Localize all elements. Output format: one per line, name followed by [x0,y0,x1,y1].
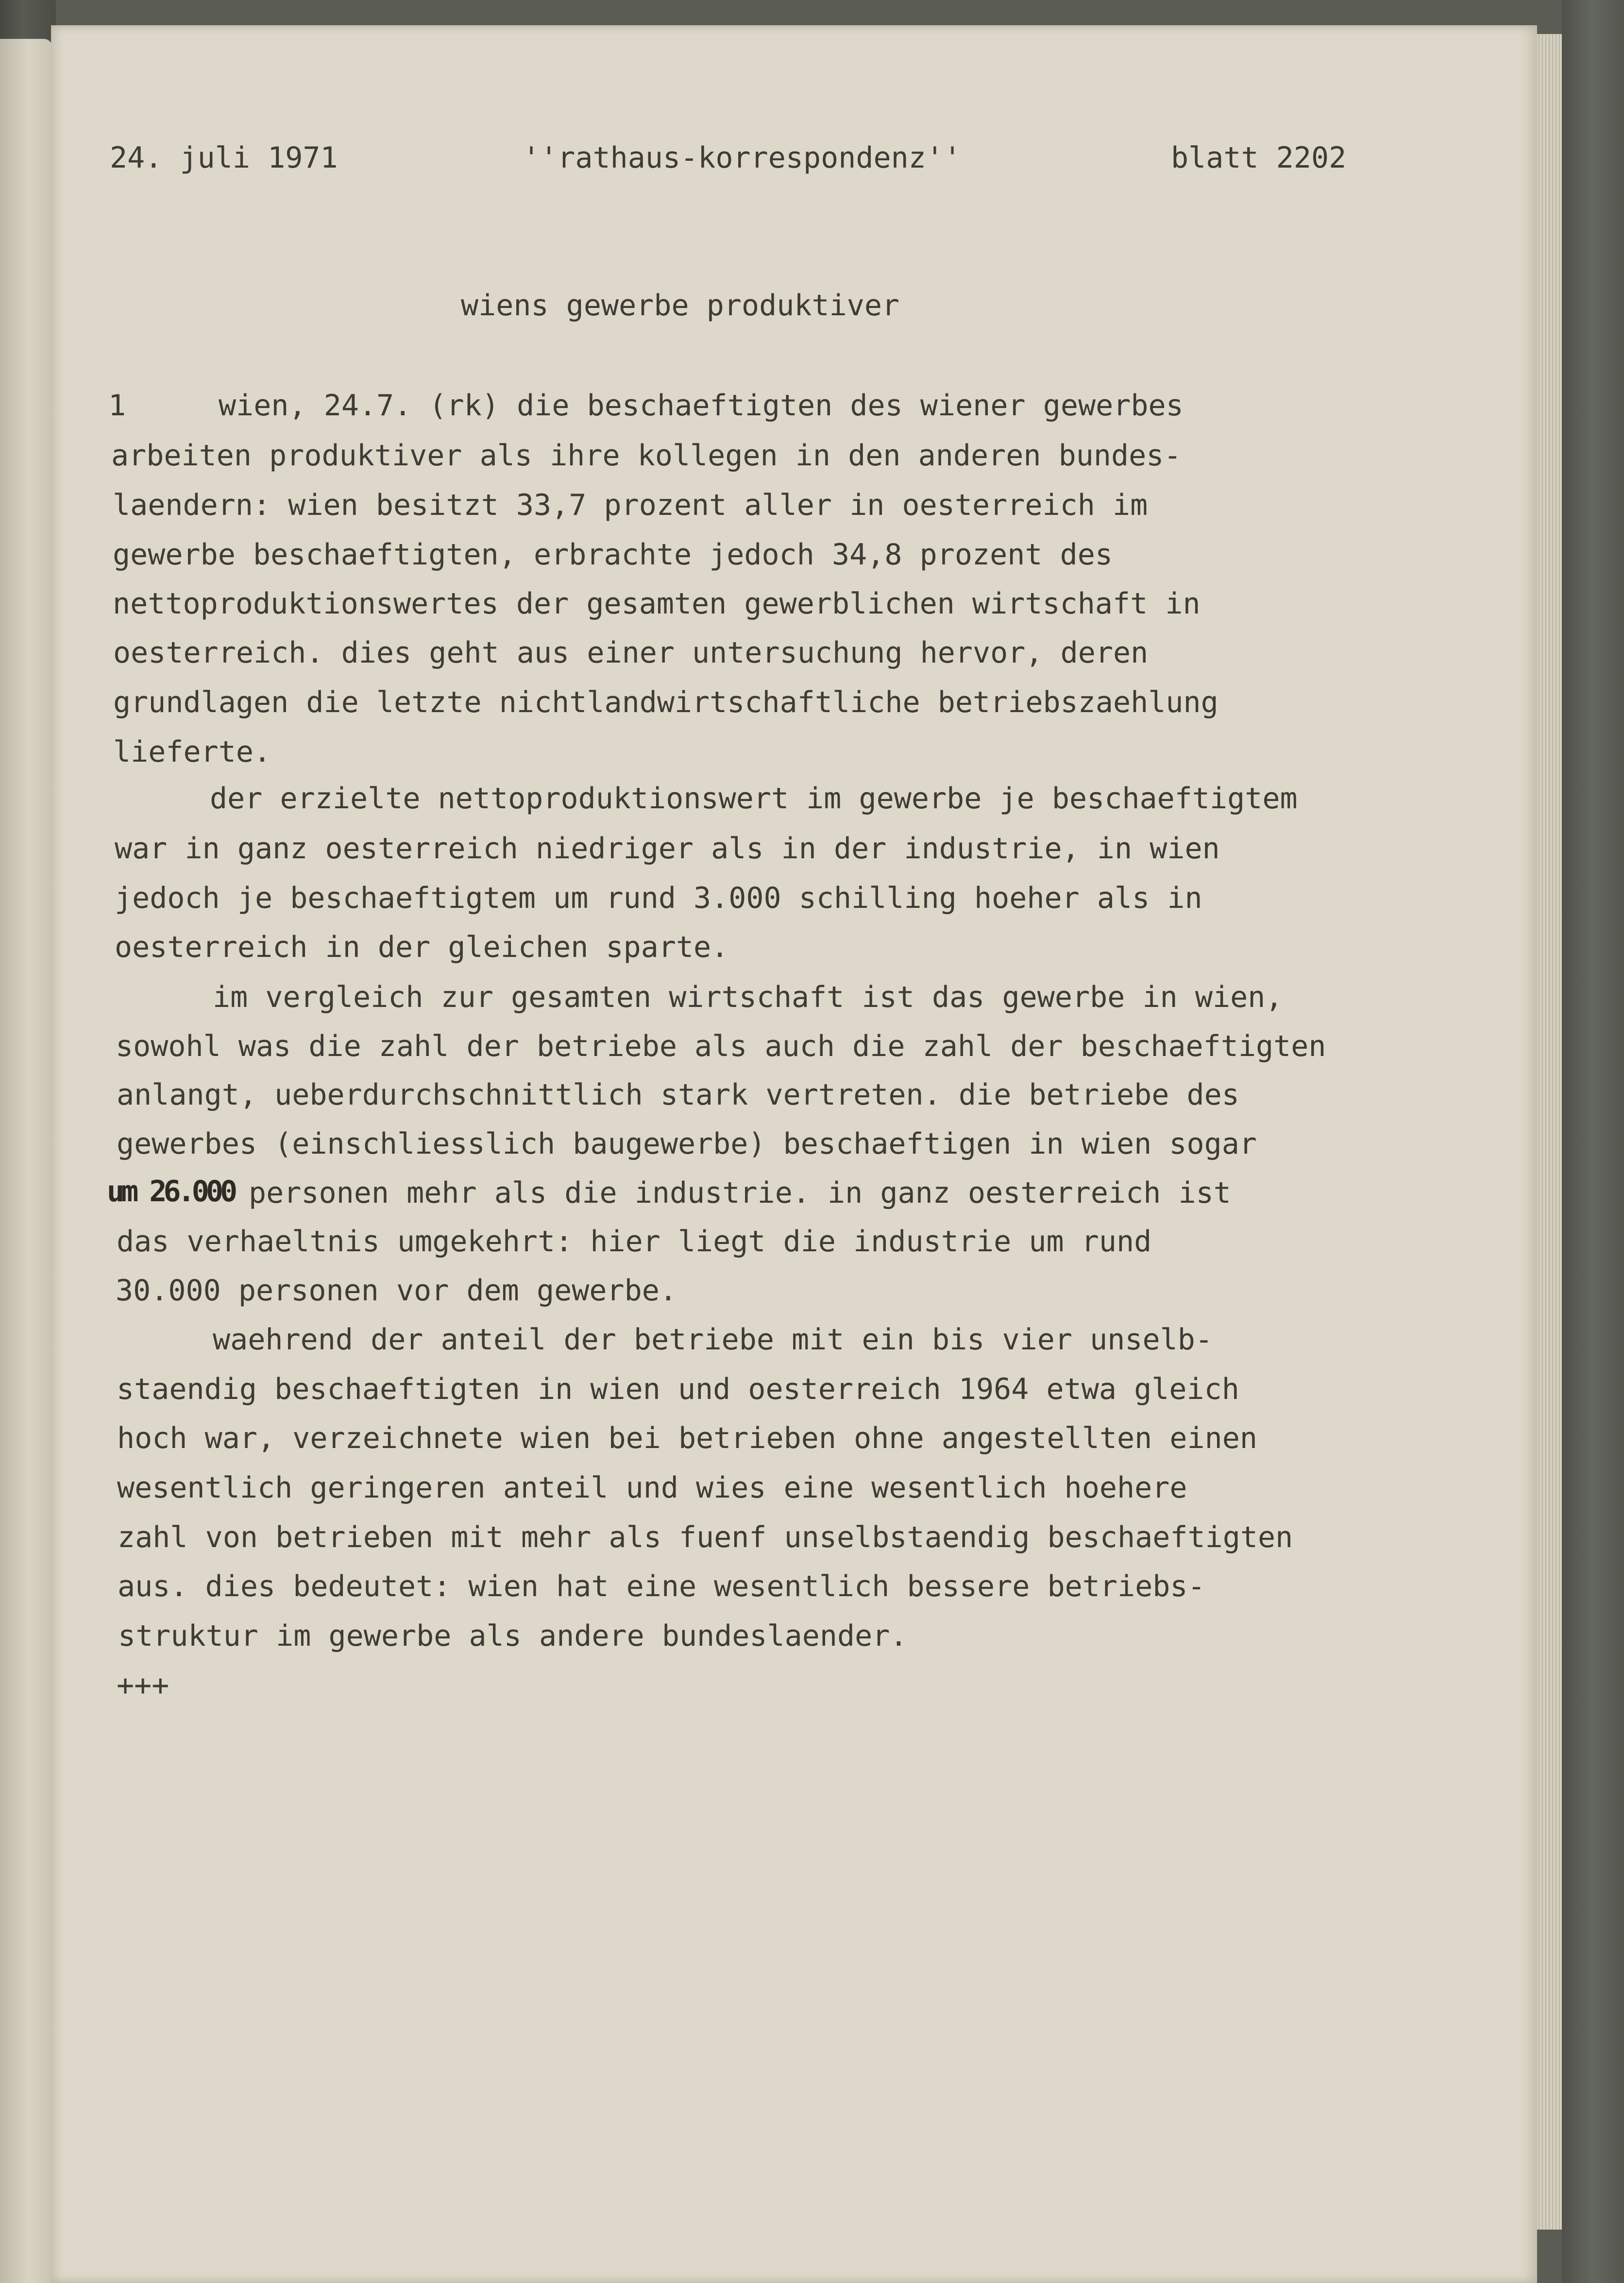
text-line: nettoproduktionswertes der gesamten gewerblichen wirtschaft in [113,587,1201,621]
text-line: laendern: wien besitzt 33,7 prozent aller in oesterreich im [113,488,1148,522]
typewritten-page [51,25,1537,2283]
text-line: aus. dies bedeutet: wien hat eine wesentlich bessere betriebs- [118,1569,1205,1603]
text-line: das verhaeltnis umgekehrt: hier liegt die industrie um rund [117,1225,1152,1259]
text-line: anlangt, ueberdurchschnittlich stark vertreten. die betriebe des [117,1078,1239,1112]
text-line: wien, 24.7. (rk) die beschaeftigten des wiener gewerbes [219,389,1184,423]
text-line: waehrend der anteil der betriebe mit ein bis vier unselb- [213,1323,1213,1357]
text-line: struktur im gewerbe als andere bundeslaender. [118,1619,908,1653]
header-date: 24. juli 1971 [110,141,338,175]
page-stack-edge [1533,34,1562,2230]
text-line: wesentlich geringeren anteil und wies eine wesentlich hoehere [117,1471,1187,1505]
text-line: personen mehr als die industrie. in ganz oesterreich ist [249,1176,1231,1210]
end-mark: +++ [117,1669,169,1703]
text-line: jedoch je beschaeftigtem um rund 3.000 schilling hoeher als in [115,881,1202,915]
text-line: lieferte. [113,735,271,769]
overstruck-figure: um 26.000 [107,1175,235,1209]
text-line: im vergleich zur gesamten wirtschaft ist das gewerbe in wien, [213,980,1283,1014]
text-line: der erzielte nettoproduktionswert im gewerbe je beschaeftigtem [210,782,1298,816]
article-headline: wiens gewerbe produktiver [461,289,900,323]
text-line: staendig beschaeftigten in wien und oesterreich 1964 etwa gleich [117,1372,1239,1406]
text-line: sowohl was die zahl der betriebe als auch die zahl der beschaeftigten [116,1029,1326,1063]
text-line: 30.000 personen vor dem gewerbe. [116,1274,677,1308]
text-line: arbeiten produktiver als ihre kollegen in den anderen bundes- [111,439,1182,473]
header-sheet-number: blatt 2202 [1171,141,1347,175]
item-number: 1 [108,389,126,423]
text-line: zahl von betrieben mit mehr als fuenf unselbstaendig beschaeftigten [118,1520,1293,1554]
text-line: war in ganz oesterreich niedriger als in der industrie, in wien [115,832,1220,866]
facing-page-edge [0,39,52,2283]
header-publication: ''rathaus-korrespondenz'' [523,141,962,175]
text-line: gewerbe beschaeftigten, erbrachte jedoch 34,8 prozent des [113,538,1113,572]
text-line: grundlagen die letzte nichtlandwirtschaftliche betriebszaehlung [113,685,1218,719]
text-line: gewerbes (einschliesslich baugewerbe) beschaeftigen in wien sogar [117,1127,1257,1161]
text-line: oesterreich in der gleichen sparte. [115,930,729,964]
text-line: oesterreich. dies geht aus einer untersuchung hervor, deren [113,636,1149,670]
right-book-cover [1562,0,1624,2283]
text-line: hoch war, verzeichnete wien bei betrieben ohne angestellten einen [117,1421,1257,1455]
